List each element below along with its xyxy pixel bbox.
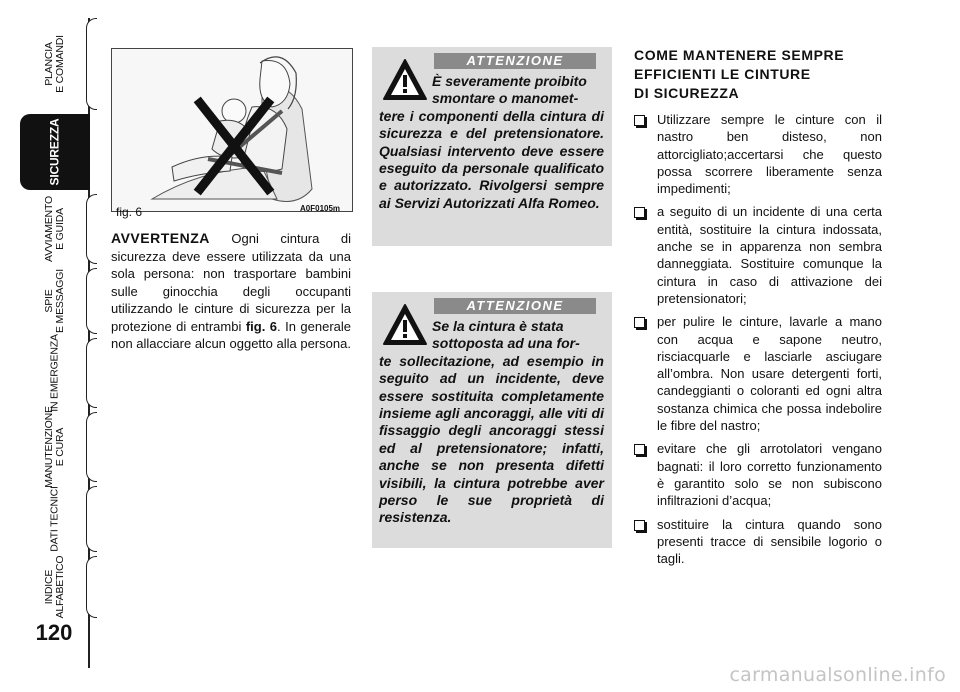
attention-box	[372, 47, 612, 246]
list-item	[634, 203, 882, 307]
attention-header: ATTENZIONE	[434, 53, 596, 69]
tab-label: SICUREZZA	[47, 118, 62, 186]
figure-code: A0F0105m	[300, 204, 341, 213]
tab-dati-tecnici[interactable]	[20, 486, 90, 552]
checkbox-bullet-icon	[634, 317, 645, 328]
attention-text-line: Se la cintura è stata	[432, 318, 564, 334]
tab-label: INDICE ALFABETICO	[43, 555, 66, 619]
list-item-text: evitare che gli arrotolatori vengano bagnati: il loro corretto funzionamento è garantito solo se non subiscono infiltrazioni d’acqua;	[657, 441, 882, 509]
figure-6-illustration	[111, 48, 353, 212]
list-item-text: a seguito di un incidente di una certa entità, sostituire la cintura indossata, anche se in apparenza non sembra danneggiata. Sostituire comunque la cintura in caso di attivazione dei pretensionatori;	[657, 204, 882, 306]
figure-caption: fig. 6	[116, 205, 143, 219]
tab-label: PLANCIA E COMANDI	[43, 35, 66, 93]
list-item-text: per pulire le cinture, lavarle a mano con acqua e sapone neutro, risciacquarle e lasciarle asciugare all’ombra. Non usare detergenti forti, candeggianti o coloranti ed ogni altra sostanza chimica che possa indebolire le fibre del nastro;	[657, 314, 882, 434]
tab-manutenzione-e-cura[interactable]	[20, 406, 90, 488]
checkbox-bullet-icon	[634, 444, 645, 455]
avvertenza-paragraph	[111, 230, 351, 353]
attention-text-body: tere i componenti della cintura di sicurezza e del pretensionatore. Qualsiasi intervento deve essere eseguito da personale qualificato e autorizzato. Rivolgersi sempre ai Servizi Autorizzati Alfa Romeo.	[379, 107, 604, 211]
list-item	[634, 111, 882, 197]
attention-text-line: sottoposta ad una for-	[432, 335, 580, 352]
section-title-line: EFFICIENTI LE CINTURE	[634, 66, 811, 82]
attention-text-line: È severamente proibito	[432, 73, 587, 89]
section-title	[634, 46, 894, 103]
tab-avviamento-e-guida[interactable]	[20, 194, 90, 264]
checkbox-bullet-icon	[634, 207, 645, 218]
tab-plancia-e-comandi[interactable]	[20, 18, 90, 110]
list-item-text: sostituire la cintura quando sono presenti tracce di sensibile logorio o tagli.	[657, 516, 882, 567]
list-item	[634, 516, 882, 568]
tab-label: IN EMERGENZA	[48, 334, 61, 412]
tab-in-emergenza[interactable]	[20, 334, 90, 412]
page-number: 120	[35, 620, 73, 645]
child-on-lap-illustration	[112, 49, 352, 211]
tab-indice-alfabetico[interactable]	[20, 556, 90, 618]
tab-spie-e-messaggi[interactable]	[20, 268, 90, 334]
attention-box	[372, 292, 612, 548]
avvertenza-text: Ogni cintura di sicurezza deve essere utilizzata da una sola persona: non trasportare bambini sulle ginocchia degli occupanti utilizzando le cinture di sicurezza per la protezione di entrambi	[111, 231, 351, 334]
checkbox-bullet-icon	[634, 520, 645, 531]
tab-label: DATI TECNICI	[48, 486, 61, 552]
tab-label: AVVIAMENTO E GUIDA	[43, 196, 66, 262]
maintenance-bullet-list	[634, 111, 882, 573]
attention-header: ATTENZIONE	[434, 298, 596, 314]
section-title-line: DI SICUREZZA	[634, 85, 740, 101]
avvertenza-lead: AVVERTENZA	[111, 230, 210, 246]
avvertenza-text-end: . In generale non allacciare alcun oggetto alla persona.	[111, 318, 351, 351]
section-nav	[0, 0, 104, 692]
figure-reference: fig. 6	[245, 318, 278, 334]
tab-sicurezza[interactable]	[20, 114, 90, 190]
attention-text	[379, 73, 604, 212]
watermark: carmanualsonline.info	[729, 664, 946, 686]
attention-text-body: te sollecitazione, ad esempio in seguito ad un incidente, deve essere sostituita completamente insieme agli ancoraggi, alle viti di fissaggio degli ancoraggi stessi ed al pretensionatore; infatti, anche se non presenta difetti visibili, la cintura potrebbe aver perso le sue proprietà di resistenza.	[379, 352, 604, 526]
attention-text	[379, 318, 604, 527]
tab-label: MANUTENZIONE E CURA	[43, 406, 66, 488]
list-item	[634, 440, 882, 509]
tab-label: SPIE E MESSAGGI	[43, 269, 66, 333]
checkbox-bullet-icon	[634, 115, 645, 126]
attention-text-line: smontare o manomet-	[432, 90, 579, 107]
list-item	[634, 313, 882, 434]
list-item-text: Utilizzare sempre le cinture con il nastro ben disteso, non attorcigliato;accertarsi che questo possa scorrere liberamente senza impedimenti;	[657, 112, 882, 197]
section-title-line: COME MANTENERE SEMPRE	[634, 47, 845, 63]
